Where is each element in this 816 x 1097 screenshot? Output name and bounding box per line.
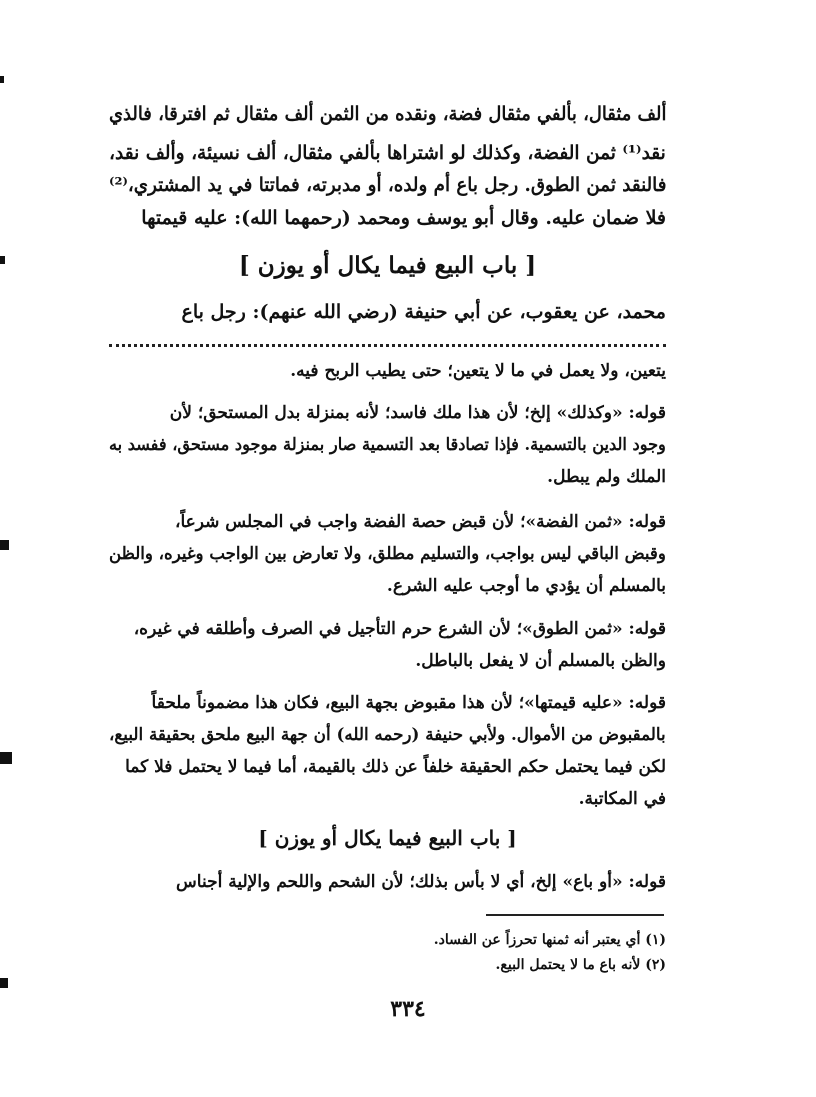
scan-mark	[0, 76, 4, 83]
commentary-line: قوله: «أو باع» إلخ، أي لا بأس بذلك؛ لأن الشحم واللحم والإلية أجناس	[176, 872, 666, 892]
page-number: ٣٣٤	[390, 996, 426, 1022]
main-text-line: فلا ضمان عليه. وقال أبو يوسف ومحمد (رحمهما الله): عليه قيمتها	[141, 207, 666, 229]
commentary-line: وجود الدين بالتسمية. فإذا تصادقا بعد التسمية صار بمنزلة موجود مستحق، ففسد به	[109, 435, 666, 455]
scan-mark	[0, 978, 8, 988]
commentary-line: قوله: «ثمن الفضة»؛ لأن قبض حصة الفضة واجب في المجلس شرعاً،	[174, 512, 666, 532]
footnote-rule	[486, 914, 664, 916]
main-text-line: نقد⁽¹⁾ ثمن الفضة، وكذلك لو اشتراها بألفي مثقال، ألف نسيئة، وألف نقد،	[109, 142, 666, 164]
footnote: (٢) لأنه باع ما لا يحتمل البيع.	[495, 957, 666, 973]
commentary-line: قوله: «ثمن الطوق»؛ لأن الشرع حرم التأجيل في الصرف وأطلقه في غيره،	[133, 619, 666, 639]
commentary-line: بالمقبوض من الأموال. ولأبي حنيفة (رحمه الله) أن جهة البيع ملحق بحقيقة البيع،	[109, 725, 666, 745]
scan-mark	[0, 256, 5, 264]
footnote: (١) أي يعتبر أنه ثمنها تحرزاً عن الفساد.	[433, 932, 666, 948]
chapter-heading-commentary: [ باب البيع فيما يكال أو يوزن ]	[258, 826, 517, 850]
commentary-line: والظن بالمسلم أن لا يفعل بالباطل.	[415, 651, 666, 671]
commentary-line: الملك ولم يبطل.	[547, 467, 666, 487]
commentary-line: في المكاتبة.	[578, 789, 666, 809]
commentary-line: قوله: «عليه قيمتها»؛ لأن هذا مقبوض بجهة البيع، فكان هذا مضموناً ملحقاً	[151, 693, 666, 713]
commentary-line: وقبض الباقي ليس بواجب، والتسليم مطلق، ولا تعارض بين الواجب وغيره، والظن	[109, 544, 666, 564]
main-text-line: فالنقد ثمن الطوق. رجل باع أم ولده، أو مدبرته، فماتتا في يد المشتري،⁽²⁾	[108, 174, 666, 196]
commentary-line: يتعين، ولا يعمل في ما لا يتعين؛ حتى يطيب الربح فيه.	[290, 361, 666, 381]
scan-mark	[0, 752, 12, 764]
commentary-line: بالمسلم أن يؤدي ما أوجب عليه الشرع.	[386, 576, 666, 596]
commentary-line: لكن فيما يحتمل حكم الحقيقة خلفاً عن ذلك بالقيمة، أما فيما لا يحتمل فلا كما	[125, 757, 666, 777]
main-text-line: محمد، عن يعقوب، عن أبي حنيفة (رضي الله عنهم): رجل باع	[181, 301, 666, 323]
chapter-heading: [ باب البيع فيما يكال أو يوزن ]	[238, 252, 537, 279]
dotted-separator	[109, 344, 666, 347]
commentary-line: قوله: «وكذلك» إلخ؛ لأن هذا ملك فاسد؛ لأنه بمنزلة بدل المستحق؛ لأن	[169, 403, 666, 423]
scan-mark	[0, 540, 9, 550]
main-text-line: ألف مثقال، بألفي مثقال فضة، ونقده من الثمن ألف مثقال ثم افترقا، فالذي	[108, 103, 666, 125]
